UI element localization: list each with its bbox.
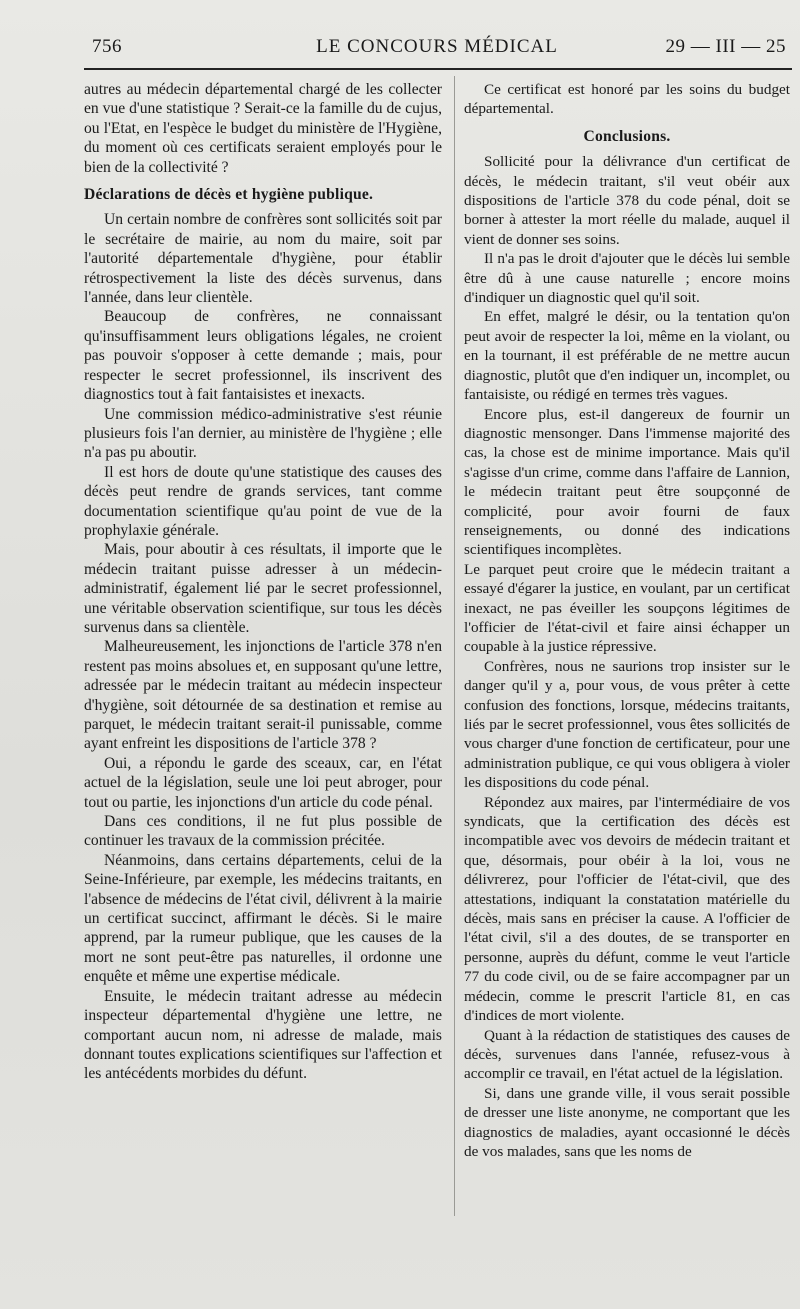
paragraph: Une commission médico-administrative s'est réunie plusieurs fois l'an dernier, au ministère de l'hygiène ; elle n'a pas pu aboutir. [84,405,442,462]
journal-title: LE CONCOURS MÉDICAL [316,36,558,57]
page-number: 756 [92,36,122,57]
paragraph: Un certain nombre de confrères sont sollicités soit par le secrétaire de mairie, au nom du maire, soit par l'autorité départementale d'hygiène, pour établir rétrospectivement la liste des décès survenus, dans l'année, dans leur clientèle. [84,211,442,307]
paragraph: Encore plus, est-il dangereux de fournir un diagnostic mensonger. Dans l'immense majorité des cas, la chose est de minime importance. Mais qu'il s'agisse d'un crime, comme dans l'affaire de Lannion, le médecin traitant peut être soupçonné de complicité, pour avoir fourni de faux renseignements, ou donné des indications scientifiques incomplètes. [464,405,790,559]
left-column [84,80,442,1084]
paragraph: Répondez aux maires, par l'intermédiaire de vos syndicats, que la certification des décès est incompatible avec vos devoirs de médecin traitant et que, désormais, pour obéir à la loi, vous ne délivrerez, pour l'officier de l'état-civil, que des attestations, indiquant la constatation matérielle du décès, mais sans en préciser la cause. A l'officier de l'état civil, s'il a des doutes, de se transporter en personne, auprès du défunt, comme le veut l'article 77 du code civil, ou de se faire accompagner par un médecin, comme le prescrit l'article 81, en cas d'indices de mort violente. [464,793,790,1025]
right-column [464,80,790,1161]
paragraph: Beaucoup de confrères, ne connaissant qu'insuffisamment leurs obligations légales, ne croient pas pouvoir s'opposer à cette demande ; mais, pour respecter le secret professionnel, ils inscrivent des diagnostics tout à fait fantaisistes et inexacts. [84,308,442,404]
paragraph: Dans ces conditions, il ne fut plus possible de continuer les travaux de la commission précitée. [84,813,442,850]
running-header [84,36,790,64]
column-divider [454,76,455,1216]
paragraph: Ce certificat est honoré par les soins du budget départemental. [464,81,790,118]
section-heading: Déclarations de décès et hygiène publique. [84,186,374,204]
paragraph: Confrères, nous ne saurions trop insister sur le danger qu'il y a, pour vous, de vous prêter à cette confusion des fonctions, lorsque, médecins traitants, liés par le secret professionnel, vous êtes sollicités de vous charger d'une fonction de certificateur, pour une administration publique, ce qui vous obligera à violer les dispositions du code pénal. [464,657,790,792]
issue-date: 29 — III — 25 [665,36,786,57]
paragraph: Malheureusement, les injonctions de l'article 378 n'en restent pas moins absolues et, en supposant qu'une lettre, adressée par le médecin traitant au médecin inspecteur d'hygiène, soit détournée de sa destination et remise au parquet, le médecin traitant serait-il punissable, comme ayant enfreint les dispositions de l'article 378 ? [84,638,442,753]
paragraph: Le parquet peut croire que le médecin traitant a essayé d'égarer la justice, en voulant, par un certificat inexact, ne pas éveiller les soupçons légitimes de l'officier de l'état-civil et faire ainsi échapper un coupable à la justice répressive. [464,560,790,656]
paragraph: En effet, malgré le désir, ou la tentation qu'on peut avoir de respecter la loi, même en la violant, ou en la tournant, il est préférable de ne mettre aucun diagnostic, plutôt que d'en indiquer un, incomplet, ou fantaisiste, ou rédigé en termes très vagues. [464,308,790,404]
paragraph: Oui, a répondu le garde des sceaux, car, en l'état actuel de la législation, seule une loi peut abroger, pour tout ou partie, les injonctions d'un article du code pénal. [84,754,442,811]
paragraph: Ensuite, le médecin traitant adresse au médecin inspecteur départemental d'hygiène une lettre, ne comportant aucun nom, ni adresse de malade, mais donnant toutes explications scientifiques sur l'affection et les antécédents morbides du défunt. [84,987,442,1083]
paragraph: Si, dans une grande ville, il vous serait possible de dresser une liste anonyme, ne comportant que les diagnostics de maladies, ayant occasionné le décès de vos malades, sans que les noms de [464,1084,790,1160]
header-rule [84,68,792,70]
section-heading: Conclusions. [583,127,671,145]
paragraph: Quant à la rédaction de statistiques des causes de décès, survenues dans l'année, refusez-vous à accomplir ce travail, en l'état actuel de la législation. [464,1026,790,1083]
paragraph: Mais, pour aboutir à ces résultats, il importe que le médecin traitant puisse adresser à un médecin-administratif, également lié par le secret professionnel, une véritable observation scientifique, sur tous les décès survenus dans sa clientèle. [84,541,442,636]
paragraph: autres au médecin départemental chargé de les collecter en vue d'une statistique ? Serait-ce la famille du de cujus, ou l'Etat, en l'espèce le budget du ministère de l'Hygiène, du moment où ces certificats seraient employés pour le bien de la collectivité ? [84,81,442,176]
paragraph: Il est hors de doute qu'une statistique des causes des décès peut rendre de grands services, tant comme documentation scientifique qu'au point de vue de la prophylaxie générale. [84,463,442,539]
paragraph: Il n'a pas le droit d'ajouter que le décès lui semble être dû à une cause naturelle ; encore moins d'indiquer un diagnostic quel qu'il soit. [464,250,790,307]
paragraph: Sollicité pour la délivrance d'un certificat de décès, le médecin traitant, s'il veut obéir aux dispositions de l'article 378 du code pénal, doit se borner à attester la mort réelle du malade, auquel il vient de donner ses soins. [464,153,790,248]
paragraph: Néanmoins, dans certains départements, celui de la Seine-Inférieure, par exemple, les médecins traitants, en l'absence de médecins de l'état civil, délivrent à la mairie un certificat succinct, affirmant le décès. Si le maire apprend, par la rumeur publique, que les causes de la mort ne sont peut-être pas naturelles, il ordonne une enquête et même une expertise médicale. [84,851,442,986]
